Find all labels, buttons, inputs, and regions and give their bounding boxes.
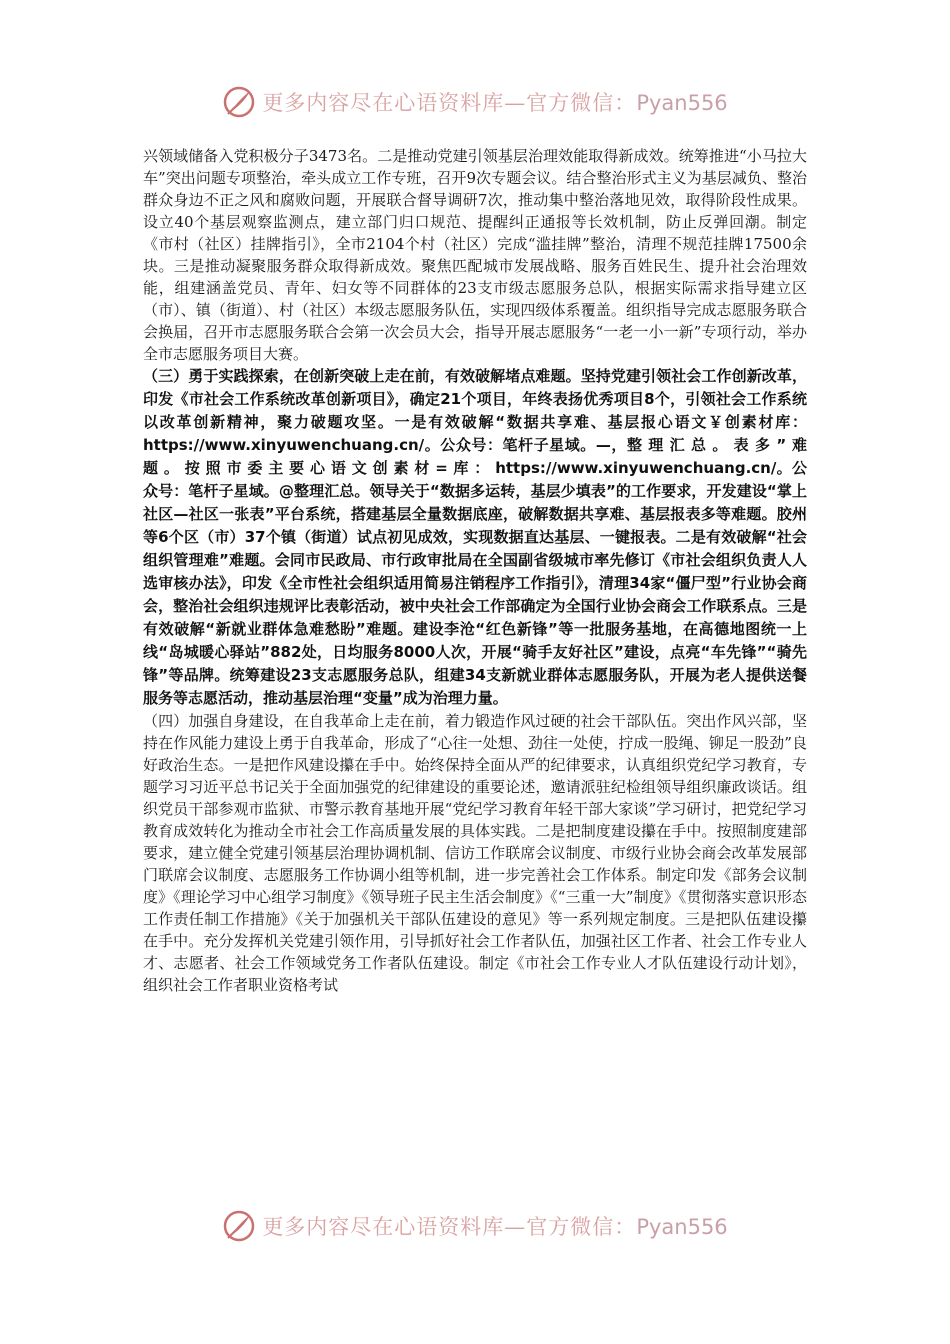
watermark-banner-bottom bbox=[0, 1206, 950, 1246]
paragraph-continued: 兴领域储备入党积极分子3473名。二是推动党建引领基层治理效能取得新成效。统筹推进“小马拉大车”突出问题专项整治，牵头成立工作专班，召开9次专题会议。结合整治形式主义为基层减负、整治群众身边不正之风和腐败问题，开展联合督导调研7次，推动集中整治落地见效，取得阶段性成果。设立40个基层观察监测点，建立部门归口规范、提醒纠正通报等长效机制，防止反弹回潮。制定《市村（社区）挂牌指引》，全市2104个村（社区）完成“滥挂牌”整治，清理不规范挂牌17500余块。三是推动凝聚服务群众取得新成效。聚焦匹配城市发展战略、服务百姓民生、提升社会治理效能，组建涵盖党员、青年、妇女等不同群体的23支市级志愿服务总队，根据实际需求指导建立区（市）、镇（街道）、村（社区）本级志愿服务队伍，实现四级体系覆盖。组织指导完成志愿服务联合会换届，召开市志愿服务联合会第一次会员大会，指导开展志愿服务“一老一小一新”专项行动，举办全市志愿服务项目大赛。 bbox=[143, 147, 807, 363]
paragraph-section-3: （三）勇于实践探索，在创新突破上走在前，有效破解堵点难题。坚持党建引领社会工作创新改革，印发《市社会工作系统改革创新项目》，确定21个项目，年终表扬优秀项目8个，引领社会工作系统以改革创新精神，聚力破题攻坚。一是有效破解“数据共享难、基层报心语文￥创素材库：https://www.xinyuwenchuang.cn/。公众号：笔杆子星域。—，整 理 汇 总 。 表 多 ” 难 题 。 按 照 市 委 主 要 心 语 文 创 素 材 = 库 ： https://www.xinyuwenchuang.cn/。公众号：笔杆子星域。@整理汇总。领导关于“数据多运转，基层少填表”的工作要求，开发建设“掌上社区—社区一张表”平台系统，搭建基层全量数据底座，破解数据共享难、基层报表多等难题。胶州等6个区（市）37个镇（街道）试点初见成效，实现数据直达基层、一键报表。二是有效破解“社会组织管理难”难题。会同市民政局、市行政审批局在全国副省级城市率先修订《市社会组织负责人人选审核办法》，印发《全市性社会组织适用简易注销程序工作指引》，清理34家“僵尸型”行业协会商会，整治社会组织违规评比表彰活动，被中央社会工作部确定为全国行业协会商会工作联系点。三是有效破解“新就业群体急难愁盼”难题。建设李沧“红色新锋”等一批服务基地，在高德地图统一上线“岛城暖心驿站”882处，日均服务8000人次，开展“骑手友好社区”建设，点亮“车先锋”“骑先锋”等品牌。统筹建设23支志愿服务总队，组建34支新就业群体志愿服务队，开展为老人提供送餐服务等志愿活动，推动基层治理“变量”成为治理力量。 bbox=[143, 367, 807, 707]
paragraph-section-4: （四）加强自身建设，在自我革命上走在前，着力锻造作风过硬的社会干部队伍。突出作风兴部，坚持在作风能力建设上勇于自我革命，形成了“心往一处想、劲往一处使，拧成一股绳、铆足一股劲”良好政治生态。一是把作风建设攥在手中。始终保持全面从严的纪律要求，认真组织党纪学习教育，专题学习习近平总书记关于全面加强党的纪律建设的重要论述，邀请派驻纪检组领导组织廉政谈话。组织党员干部参观市监狱、市警示教育基地开展“党纪学习教育年轻干部大家谈”学习研讨，把党纪学习教育成效转化为推动全市社会工作高质量发展的具体实践。二是把制度建设攥在手中。按照制度建部要求，建立健全党建引领基层治理协调机制、信访工作联席会议制度、市级行业协会商会改革发展部门联席会议制度、志愿服务工作协调小组等机制，进一步完善社会工作体系。制定印发《部务会议制度》《理论学习中心组学习制度》《领导班子民主生活会制度》《“三重一大”制度》《贯彻落实意识形态工作责任制工作措施》《关于加强机关干部队伍建设的意见》等一系列规定制度。三是把队伍建设攥在手中。充分发挥机关党建引领作用，引导抓好社会工作者队伍，加强社区工作者、社会工作专业人才、志愿者、社会工作领域党务工作者队伍建设。制定《市社会工作专业人才队伍建设行动计划》，组织社会工作者职业资格考试 bbox=[143, 712, 807, 994]
feather-logo-icon bbox=[222, 85, 256, 119]
document-body bbox=[143, 145, 807, 996]
feather-logo-icon bbox=[222, 1209, 256, 1243]
watermark-text: 更多内容尽在心语资料库—官方微信：Pyan556 bbox=[262, 91, 728, 115]
watermark-banner-top bbox=[0, 82, 950, 122]
watermark-text: 更多内容尽在心语资料库—官方微信：Pyan556 bbox=[262, 1215, 728, 1239]
